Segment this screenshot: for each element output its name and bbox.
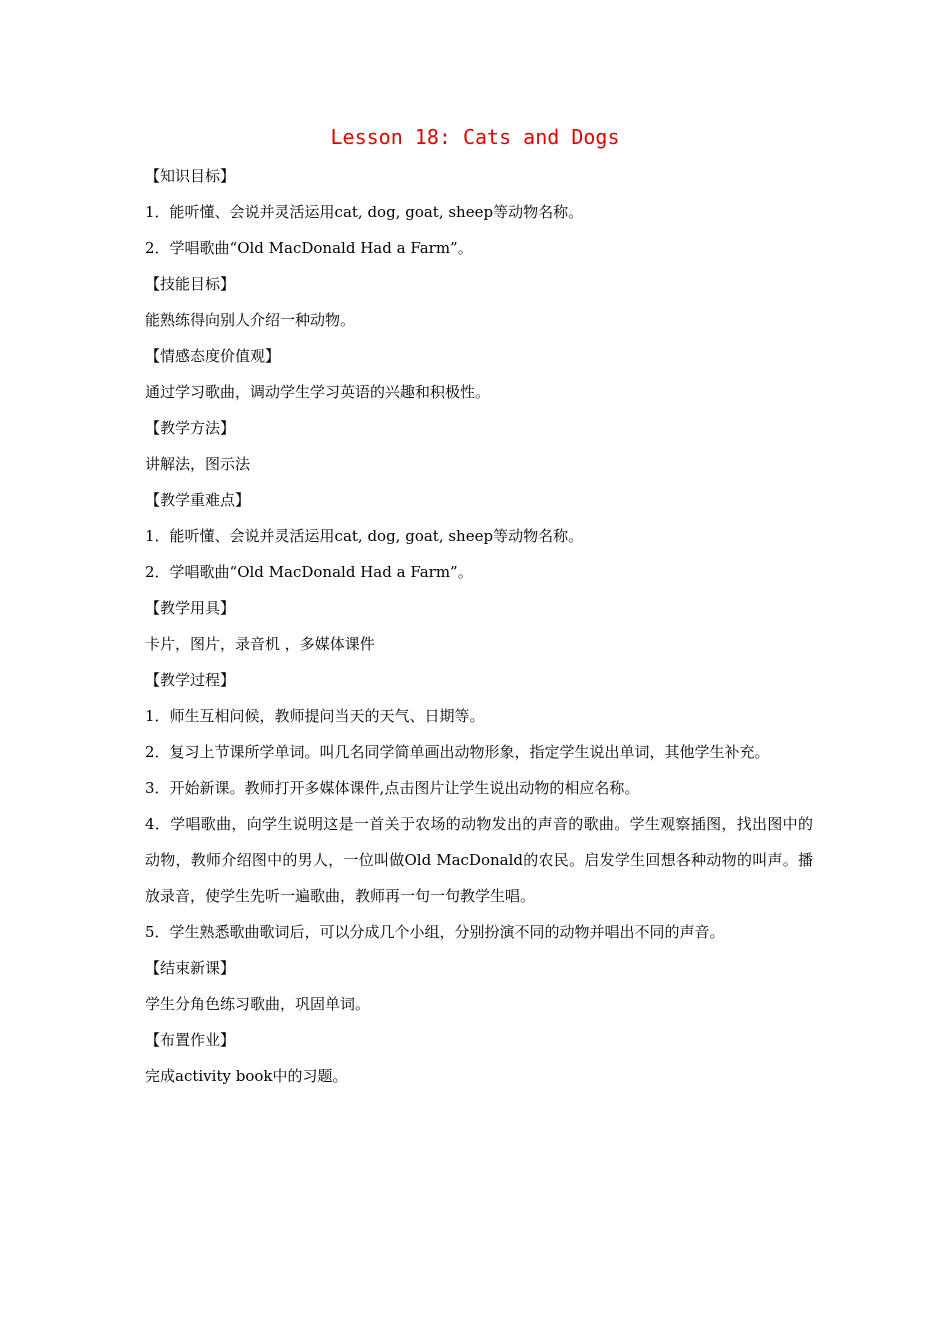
section-heading-knowledge: 【知识目标】 xyxy=(145,167,236,185)
emotion-text: 通过学习歌曲，调动学生学习英语的兴趣和积极性。 xyxy=(145,383,491,401)
process-item-2: 2．复习上节课所学单词。叫几名同学简单画出动物形象，指定学生说出单词，其他学生补充。 xyxy=(145,743,770,761)
section-heading-emotion: 【情感态度价值观】 xyxy=(145,347,281,365)
lesson-content xyxy=(145,158,813,1094)
skill-text: 能熟练得向别人介绍一种动物。 xyxy=(145,311,356,329)
section-heading-tools: 【教学用具】 xyxy=(145,599,236,617)
tools-text: 卡片，图片，录音机 ，多媒体课件 xyxy=(145,635,375,653)
homework-text: 完成activity book中的习题。 xyxy=(145,1067,348,1085)
process-item-5: 5．学生熟悉歌曲歌词后，可以分成几个小组，分别扮演不同的动物并唱出不同的声音。 xyxy=(145,923,725,941)
section-heading-skill: 【技能目标】 xyxy=(145,275,236,293)
section-heading-process: 【教学过程】 xyxy=(145,671,236,689)
knowledge-item-2: 2．学唱歌曲“Old MacDonald Had a Farm”。 xyxy=(145,239,473,257)
method-text: 讲解法，图示法 xyxy=(145,455,251,473)
section-heading-homework: 【布置作业】 xyxy=(145,1031,236,1049)
section-heading-focus: 【教学重难点】 xyxy=(145,491,251,509)
process-item-3: 3．开始新课。教师打开多媒体课件,点击图片让学生说出动物的相应名称。 xyxy=(145,779,640,797)
process-item-4: 4．学唱歌曲，向学生说明这是一首关于农场的动物发出的声音的歌曲。学生观察插图，找出图中的动物，教师介绍图中的男人，一位叫做Old MacDonald的农民。启发学生回想各种动物的叫声。播放录音，使学生先听一遍歌曲，教师再一句一句教学生唱。 xyxy=(145,815,813,905)
section-heading-method: 【教学方法】 xyxy=(145,419,236,437)
page-title: Lesson 18: Cats and Dogs xyxy=(330,125,620,149)
focus-item-2: 2．学唱歌曲“Old MacDonald Had a Farm”。 xyxy=(145,563,473,581)
process-item-1: 1．师生互相问候，教师提问当天的天气、日期等。 xyxy=(145,707,485,725)
focus-item-1: 1．能听懂、会说并灵活运用cat, dog, goat, sheep等动物名称。 xyxy=(145,527,584,545)
section-heading-ending: 【结束新课】 xyxy=(145,959,236,977)
ending-text: 学生分角色练习歌曲，巩固单词。 xyxy=(145,995,371,1013)
knowledge-item-1: 1．能听懂、会说并灵活运用cat, dog, goat, sheep等动物名称。 xyxy=(145,203,584,221)
